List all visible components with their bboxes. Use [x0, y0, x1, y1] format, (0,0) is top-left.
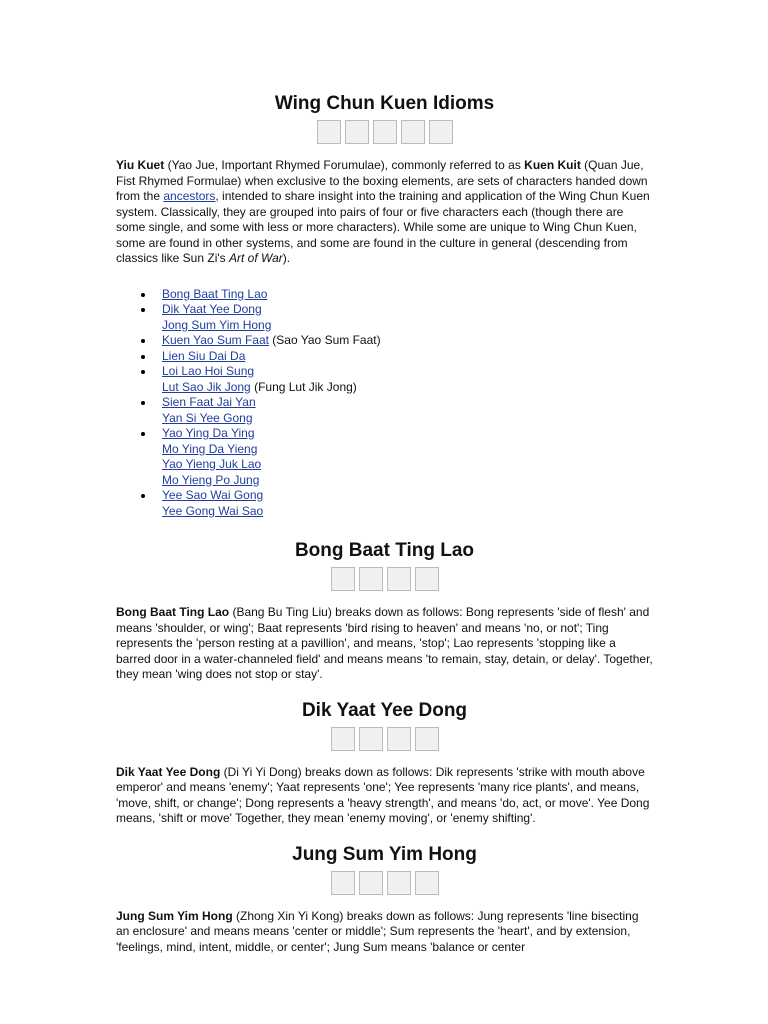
idiom-link[interactable]: Mo Ying Da Yieng	[162, 441, 258, 456]
cjk-glyph	[401, 120, 425, 144]
idiom-link[interactable]: Dik Yaat Yee Dong	[162, 302, 262, 316]
idiom-link[interactable]: Yee Gong Wai Sao	[162, 503, 264, 518]
section-paragraph	[116, 909, 653, 956]
intro-paragraph	[116, 158, 653, 267]
section-heading: Dik Yaat Yee Dong	[301, 699, 468, 721]
section-cjk-glyphs	[116, 567, 653, 593]
cjk-glyph	[415, 567, 439, 591]
idiom-link[interactable]: Bong Baat Ting Lao	[162, 286, 268, 301]
cjk-glyph	[331, 567, 355, 591]
idiom-link[interactable]: Sien Faat Jai Yan	[162, 395, 256, 409]
section-body: (Bang Bu Ting Liu) breaks down as follows: Bong represents 'side of flesh' and means 'shoulder, or wing'; Baat represents 'bird rising to heaven' and means 'no, or not'; Ting represents the 'person resting at a pavillion', and means, 'stop'; Lao represents 'stopping like a barred door in a water-channeled field' and means means 'to remain, stay, detain, or delay'. Together, they mean 'wing does not stop or stay'.	[116, 605, 653, 681]
section-paragraph	[116, 605, 653, 683]
list-item	[116, 349, 653, 365]
cjk-glyph	[415, 727, 439, 751]
cjk-glyph	[359, 567, 383, 591]
idiom-link[interactable]: Mo Yieng Po Jung	[162, 472, 260, 487]
cjk-glyph	[359, 871, 383, 895]
section-body: (Di Yi Yi Dong) breaks down as follows: Dik represents 'strike with mouth above emperor' and means 'enemy'; Yaat represents 'one'; Yee represents 'many rice plants', and means, 'move, shift, or change'; Dong represents a 'heavy strength', and means 'do, act, or move'. Yee Dong means, 'shift or move' Together, they mean 'enemy moving', or 'enemy shifting'.	[116, 764, 650, 825]
cjk-glyph	[359, 727, 383, 751]
section-heading: Bong Baat Ting Lao	[294, 540, 475, 561]
section-term: Dik Yaat Yee Dong	[116, 764, 221, 779]
section-cjk-glyphs	[116, 727, 653, 753]
section-heading: Jung Sum Yim Hong	[292, 843, 477, 865]
cjk-glyph	[429, 120, 453, 144]
idiom-link[interactable]: Lien Siu Dai Da	[162, 348, 246, 363]
list-item	[116, 364, 653, 395]
idiom-link[interactable]: Yee Sao Wai Gong	[162, 488, 264, 502]
list-item	[116, 488, 653, 519]
intro-text-2: (Quan Jue, Fist Rhymed Formulae) when exclusive to the boxing elements, are sets of characters handed down from the	[116, 158, 648, 203]
idiom-list	[116, 287, 653, 520]
intro-text-1: (Yao Jue, Important Rhymed Forumulae), commonly referred to as	[164, 158, 525, 172]
idiom-link[interactable]: Yao Ying Da Ying	[162, 426, 255, 440]
idiom-link[interactable]: Jong Sum Yim Hong	[162, 317, 272, 332]
cjk-glyph	[387, 567, 411, 591]
idiom-link[interactable]: Kuen Yao Sum Faat	[162, 333, 269, 347]
cjk-glyph	[373, 120, 397, 144]
intro-text-3: , intended to share insight into the training and application of the Wing Chun Kuen system. Classically, they are grouped into pairs of four or five characters each (though there are some single, and some with less or more characters). While some are unique to Wing Chun Kuen, some are found in other systems, and some are found in the culture in general (descending from classics like Sun Zi's	[116, 189, 650, 265]
list-item	[116, 395, 653, 426]
list-item	[116, 333, 653, 349]
page-title: Wing Chun Kuen Idioms	[274, 93, 495, 114]
document-page	[116, 92, 653, 955]
cjk-glyph	[387, 871, 411, 895]
list-item	[116, 426, 653, 488]
ancestors-link[interactable]: ancestors	[163, 189, 216, 203]
section-cjk-glyphs	[116, 871, 653, 897]
idiom-alt-name: (Fung Lut Jik Jong)	[250, 379, 357, 394]
cjk-glyph	[331, 727, 355, 751]
idiom-link[interactable]: Yao Yieng Juk Lao	[162, 457, 262, 471]
section-body: (Zhong Xin Yi Kong) breaks down as follows: Jung represents 'line bisecting an enclosure' and means means 'center or middle'; Sum represents the 'heart', and by extension, 'feelings, mind, intent, middle, or center'; Jung Sum means 'balance or center	[116, 908, 639, 954]
idiom-link[interactable]: Yan Si Yee Gong	[162, 410, 253, 425]
list-item	[116, 302, 653, 333]
idiom-alt-name: (Sao Yao Sum Faat)	[268, 333, 381, 347]
idiom-link[interactable]: Loi Lao Hoi Sung	[162, 364, 255, 378]
intro-italic-art-of-war: Art of War	[229, 251, 283, 265]
intro-text-4: ).	[282, 251, 291, 265]
cjk-glyph	[345, 120, 369, 144]
title-cjk-glyphs	[116, 120, 653, 146]
cjk-glyph	[317, 120, 341, 144]
idiom-link[interactable]: Lut Sao Jik Jong	[162, 379, 251, 394]
cjk-glyph	[331, 871, 355, 895]
cjk-glyph	[387, 727, 411, 751]
intro-term-yiu-kuet: Yiu Kuet	[116, 158, 165, 172]
section-term: Bong Baat Ting Lao	[116, 605, 230, 619]
section-paragraph	[116, 765, 653, 827]
section-term: Jung Sum Yim Hong	[116, 908, 233, 923]
list-item	[116, 287, 653, 303]
intro-term-kuen-kuit: Kuen Kuit	[524, 158, 581, 172]
cjk-glyph	[415, 871, 439, 895]
